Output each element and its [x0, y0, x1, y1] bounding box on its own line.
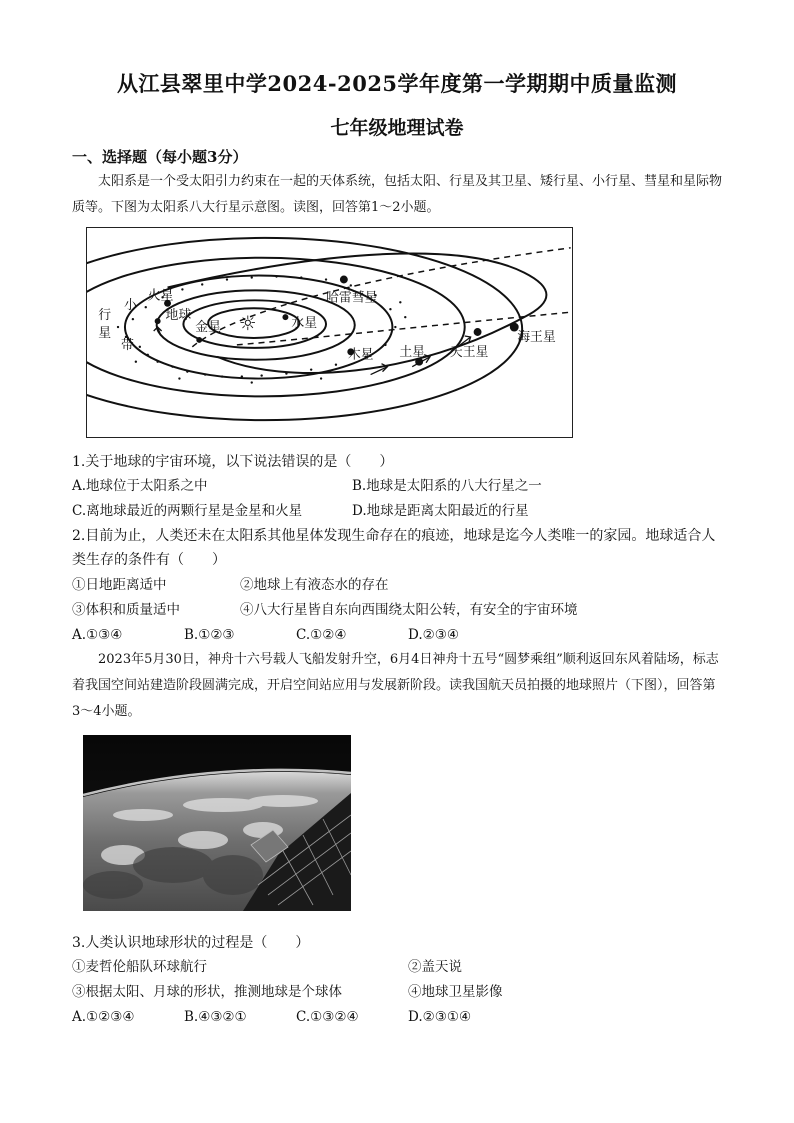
q1-option-c[interactable]: C.离地球最近的两颗行星是金星和火星 — [72, 503, 303, 519]
q2-item-1: ①日地距离适中 — [72, 577, 167, 593]
q2-item-3: ③体积和质量适中 — [72, 602, 180, 618]
q1-option-d[interactable]: D.地球是距离太阳最近的行星 — [352, 503, 529, 519]
section-heading: 一、选择题（每小题3分） — [72, 148, 248, 166]
label-asteroid-belt-2: 星 — [98, 325, 112, 341]
question-3-stem: 3.人类认识地球形状的过程是（ ） — [72, 935, 310, 951]
earth-from-space-photo — [83, 735, 351, 911]
label-saturn: 土星 — [399, 344, 426, 360]
q2-option-c[interactable]: C.①②④ — [296, 627, 347, 643]
label-asteroid-belt-4: 带 — [120, 337, 134, 353]
q3-item-2: ②盖天说 — [408, 959, 462, 975]
q1-option-b[interactable]: B.地球是太阳系的八大行星之一 — [352, 478, 542, 494]
q3-option-b[interactable]: B.④③②① — [184, 1009, 247, 1025]
passage-solar-system: 太阳系是一个受太阳引力约束在一起的天体系统，包括太阳、行星及其卫星、矮行星、小行星、彗星和星际物质等。下图为太阳系八大行星示意图。读图，回答第1～2小题。 — [72, 174, 723, 215]
q3-option-d[interactable]: D.②③①④ — [408, 1009, 472, 1025]
label-asteroid-belt-3: 小 — [123, 298, 137, 314]
q3-item-1: ①麦哲伦船队环球航行 — [72, 959, 207, 975]
question-1-stem: 1.关于地球的宇宙环境，以下说法错误的是（ ） — [72, 454, 394, 470]
label-neptune: 海王星 — [517, 329, 556, 345]
label-mars: 火星 — [147, 288, 174, 304]
q2-item-2: ②地球上有液态水的存在 — [240, 577, 389, 593]
label-jupiter: 木星 — [347, 347, 374, 363]
label-earth: 地球 — [165, 308, 192, 324]
label-uranus: 天王星 — [449, 344, 489, 360]
label-halley-comet: 哈雷彗星 — [326, 290, 378, 306]
q3-option-a[interactable]: A.①②③④ — [72, 1009, 135, 1025]
q3-option-c[interactable]: C.①③②④ — [296, 1009, 359, 1025]
q2-option-a[interactable]: A.①③④ — [72, 627, 123, 643]
question-2-stem: 2.目前为止，人类还未在太阳系其他星体发现生命存在的痕迹，地球是迄今人类唯一的家园。地球适合人类生存的条件有（ ） — [72, 528, 716, 568]
label-mercury: 水星 — [291, 316, 318, 332]
label-venus: 金星 — [195, 320, 222, 336]
sun-icon: ☼ — [238, 312, 257, 336]
label-asteroid-belt-1: 行 — [98, 308, 112, 324]
q2-item-4: ④八大行星皆自东向西围绕太阳公转，有安全的宇宙环境 — [240, 602, 578, 618]
solar-system-diagram — [86, 227, 573, 438]
q3-item-4: ④地球卫星影像 — [408, 984, 503, 1000]
exam-title: 从江县翠里中学2024-2025学年度第一学期期中质量监测 — [116, 71, 678, 96]
exam-subtitle: 七年级地理试卷 — [330, 117, 464, 139]
q1-option-a[interactable]: A.地球位于太阳系之中 — [72, 478, 208, 494]
q2-option-b[interactable]: B.①②③ — [184, 627, 235, 643]
q2-option-d[interactable]: D.②③④ — [408, 627, 459, 643]
q3-item-3: ③根据太阳、月球的形状，推测地球是个球体 — [72, 984, 342, 1000]
passage-shenzhou: 2023年5月30日，神舟十六号载人飞船发射升空，6月4日神舟十五号“圆梦乘组”顺利返回东风着陆场，标志着我国空间站建造阶段圆满完成，开启空间站应用与发展新阶段。读我国航天员拍摄的地球照片（下图），回答第3～4小题。 — [72, 652, 719, 719]
